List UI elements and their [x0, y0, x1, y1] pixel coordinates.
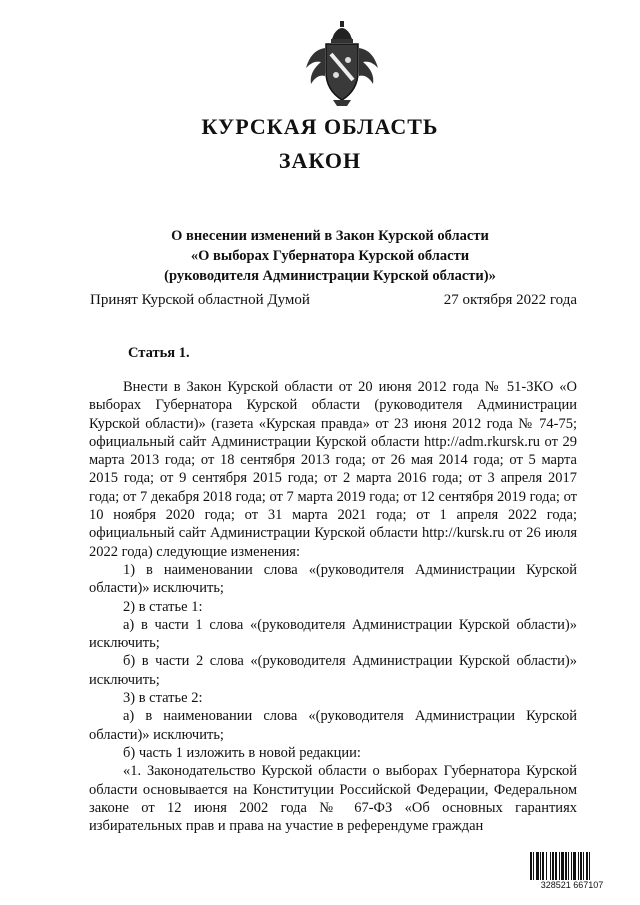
- article-paragraph: б) в части 2 слова «(руководителя Администрации Курской области)» исключить;: [89, 653, 577, 688]
- adoption-date: 27 октября 2022 года: [443, 292, 577, 308]
- article-paragraph: 1) в наименовании слова «(руководителя Администрации Курской области)» исключить;: [89, 561, 577, 597]
- document-type-title: ЗАКОН: [278, 148, 362, 173]
- adopted-by-text: Принят Курской областной Думой: [90, 292, 310, 308]
- article-title: Статья 1.: [128, 345, 190, 361]
- coat-of-arms-emblem: [303, 20, 381, 106]
- article-paragraph: а) в части 1 слова «(руководителя Администрации Курской области)» исключить;: [89, 616, 577, 652]
- adoption-row: [90, 292, 577, 309]
- article-paragraph: Внести в Закон Курской области от 20 июня 2012 года № 51-ЗКО «О выборах Губернатора Курской области (руководителя Администрации Курской области)» (газета «Курская правда» от 23 июня 2012 года № 74-75; официальный сайт Администрации Курской области http://adm.rkursk.ru от 29 марта 2013 года; от 18 сентября 2013 года; от 26 мая 2014 года; от 5 марта 2015 года; от 9 сентября 2015 года; от 2 марта 2016 года; от 3 апреля 2017 года; от 7 декабря 2018 года; от 7 марта 2019 года; от 12 сентября 2019 года; от 10 ноября 2020 года; от 31 марта 2021 года; от 1 апреля 2022 года; официальный сайт Администрации Курской области http://kursk.ru от 26 июля 2022 года) следующие изменения:: [89, 379, 577, 560]
- article-paragraph: а) в наименовании слова «(руководителя Администрации Курской области)» исключить;: [89, 708, 577, 743]
- article-paragraph: б) часть 1 изложить в новой редакции:: [123, 744, 361, 761]
- article-paragraph: «1. Законодательство Курской области о выборах Губернатора Курской области основывается на Конституции Российской Федерации, Федеральном законе от 12 июня 2002 года № 67-ФЗ «Об основных гарантиях избирательных прав и права на участие в референдуме граждан: [89, 763, 577, 835]
- document-barcode: [530, 852, 614, 892]
- subject-line: О внесении изменений в Закон Курской области: [171, 228, 489, 244]
- law-subject-heading: [80, 226, 580, 286]
- subject-line: (руководителя Администрации Курской области)»: [164, 268, 496, 284]
- barcode-number: 328521 667107: [540, 880, 604, 890]
- subject-line: «О выборах Губернатора Курской области: [190, 248, 470, 264]
- region-title: КУРСКАЯ ОБЛАСТЬ: [201, 114, 439, 139]
- article-body: [89, 378, 577, 835]
- article-paragraph: 2) в статье 1:: [123, 598, 203, 615]
- barcode-bars: [530, 852, 614, 880]
- article-paragraph: 3) в статье 2:: [123, 690, 203, 707]
